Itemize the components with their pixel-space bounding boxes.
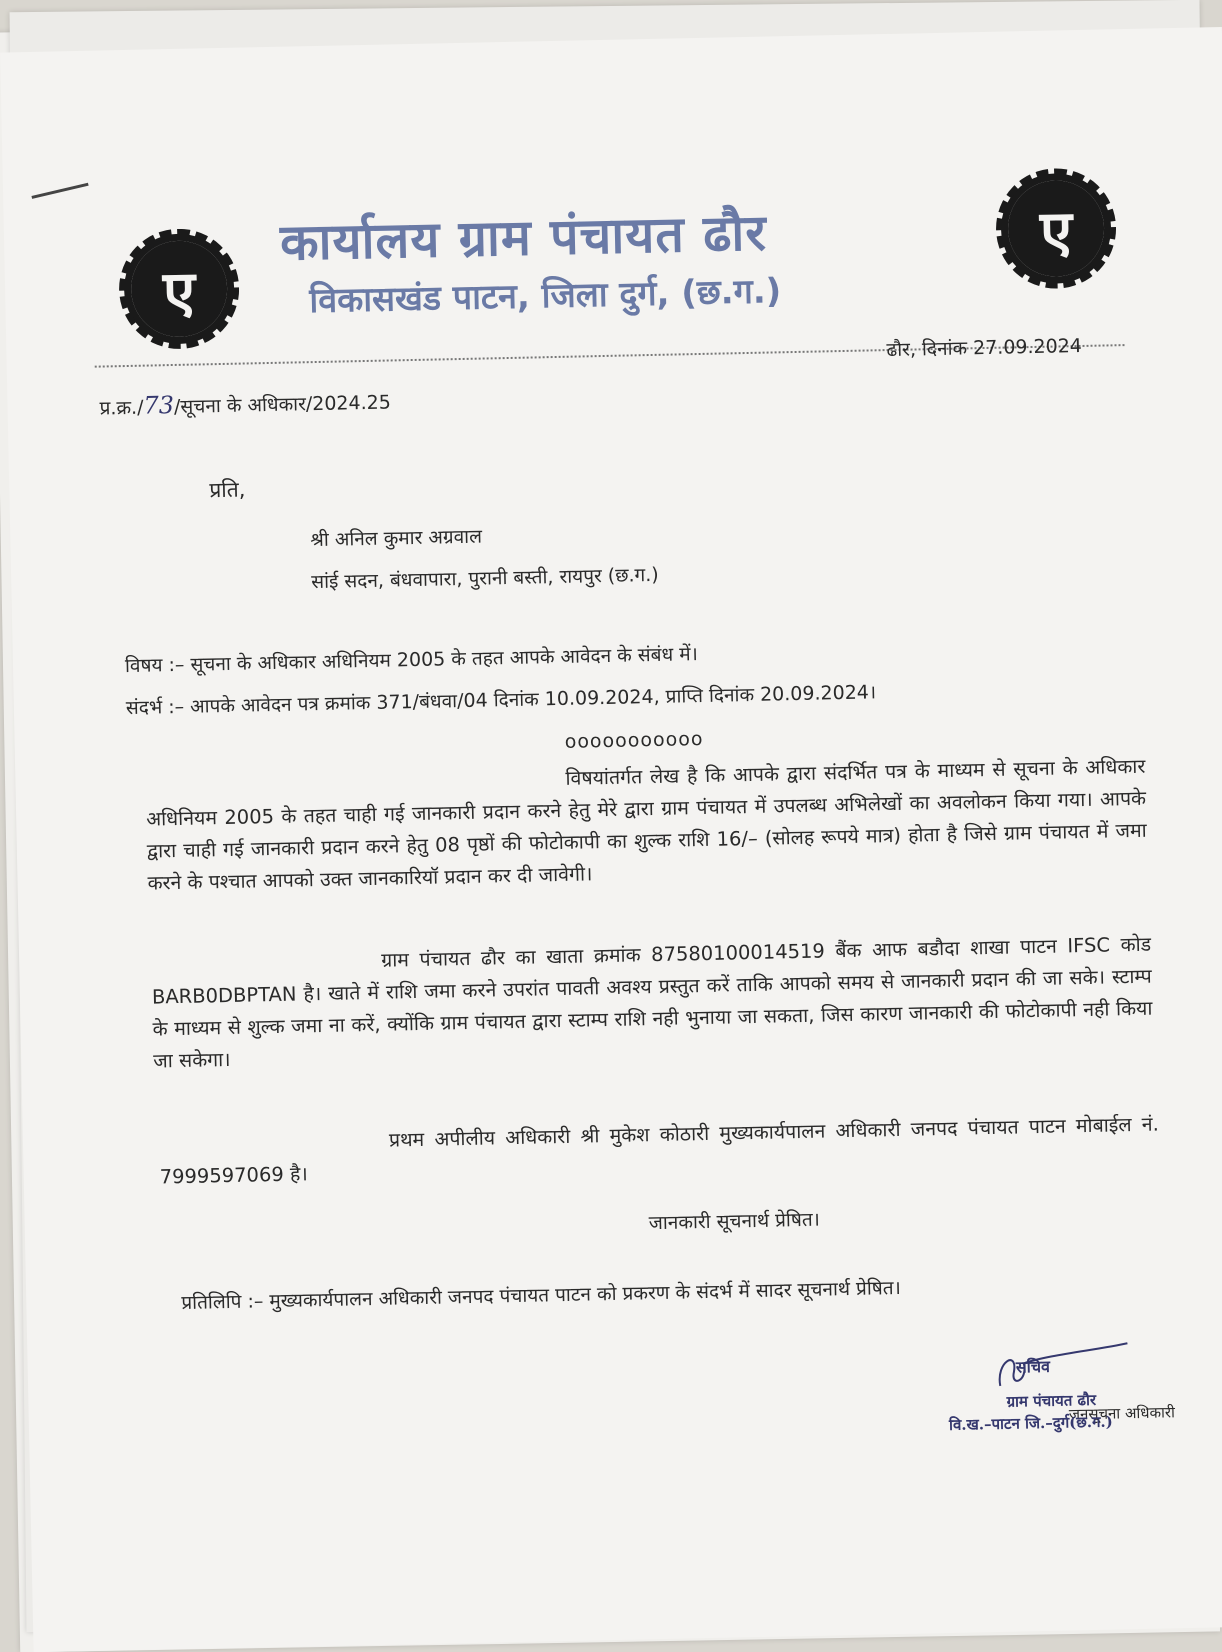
recipient-address: सांई सदन, बंधवापारा, पुरानी बस्ती, रायपुर (छ.ग.) xyxy=(311,563,659,594)
signature-block xyxy=(948,1338,1189,1462)
reference-number xyxy=(99,386,391,420)
office-subtitle: विकासखंड पाटन, जिला दुर्ग, (छ.ग.) xyxy=(308,271,782,322)
letter-date: ढौर, दिनांक 27.09.2024 xyxy=(886,334,1083,362)
signatory-designation: सचिव xyxy=(1015,1356,1051,1377)
panchayat-emblem-icon: ए xyxy=(1007,179,1105,277)
subject-line: विषय :– सूचना के अधिकार अधिनियम 2005 के तहत आपके आवेदन के संबंध में। xyxy=(124,643,699,678)
body-paragraph-1: विषयांतर्गत लेख है कि आपके द्वारा संदर्भित पत्र के माध्यम से सूचना के अधिकार अधिनियम 2005 के तहत चाही गई जानकारी प्रदान करने हेतु मेरे द्वारा ग्राम पंचायत में उपलब्ध अभिलेखों का अवलोकन किया गया। आपके द्वारा चाही गई जानकारी प्रदान करने हेतु 08 पृष्ठों की फोटोकापी का शुल्क राशि 16/– (सोलह रूपये मात्र) होता है जिसे ग्राम पंचायत में जमा करने के पश्चात आपको उक्त जानकारियॉ प्रदान कर दी जावेगी। xyxy=(145,754,1147,895)
ref-handwritten-number: 73 xyxy=(143,391,175,420)
panchayat-emblem-icon: ए xyxy=(130,240,228,338)
ref-prefix: प्र.क्र./ xyxy=(99,396,144,420)
signatory-officer-title: जनसूचना अधिकारी xyxy=(1068,1403,1176,1424)
section-divider: ooooooooooo xyxy=(564,727,704,753)
office-title: कार्यालय ग्राम पंचायत ढौर xyxy=(279,203,768,272)
letter-page xyxy=(0,27,1222,1652)
ref-suffix: /सूचना के अधिकार/2024.25 xyxy=(173,391,392,418)
reference-line: संदर्भ :– आपके आवेदन पत्र क्रमांक 371/बंधवा/04 दिनांक 10.09.2024, प्राप्ति दिनांक 20.09.2024। xyxy=(125,681,877,720)
body-paragraph-2: ग्राम पंचायत ढौर का खाता क्रमांक 87580100014519 बैंक आफ बडौदा शाखा पाटन IFSC कोड BARB0DBPTAN है। खाते में राशि जमा करने उपरांत पावती अवश्य प्रस्तुत करें ताकि आपको समय से जानकारी प्रदान की जा सके। स्टाम्प के माध्यम से शुल्क जमा ना करें, क्योंकि ग्राम पंचायत द्वारा स्टाम्प राशि नही भुनाया जा सकता, जिस कारण जानकारी की फोटोकापी नही किया जा सकेगा। xyxy=(151,932,1153,1073)
stamp-block-district: वि.ख.–पाटन जि.–दुर्ग(छ.ग.) xyxy=(948,1412,1113,1434)
body-paragraph-3: प्रथम अपीलीय अधिकारी श्री मुकेश कोठारी मुख्यकार्यपालन अधिकारी जनपद पंचायत पाटन मोबाईल नं. 7999597069 है। xyxy=(159,1112,1160,1189)
copy-to-line: प्रतिलिपि :– मुख्यकार्यपालन अधिकारी जनपद पंचायत पाटन को प्रकरण के संदर्भ में सादर सूचनार्थ प्रेषित। xyxy=(181,1276,902,1315)
closing-line: जानकारी सूचनार्थ प्रेषित। xyxy=(648,1208,821,1235)
salutation-to: प्रति, xyxy=(209,477,246,503)
recipient-name: श्री अनिल कुमार अग्रवाल xyxy=(310,525,483,552)
stamp-panchayat-name: ग्राम पंचायत ढौर xyxy=(1006,1390,1097,1411)
staple-pin xyxy=(31,183,88,199)
